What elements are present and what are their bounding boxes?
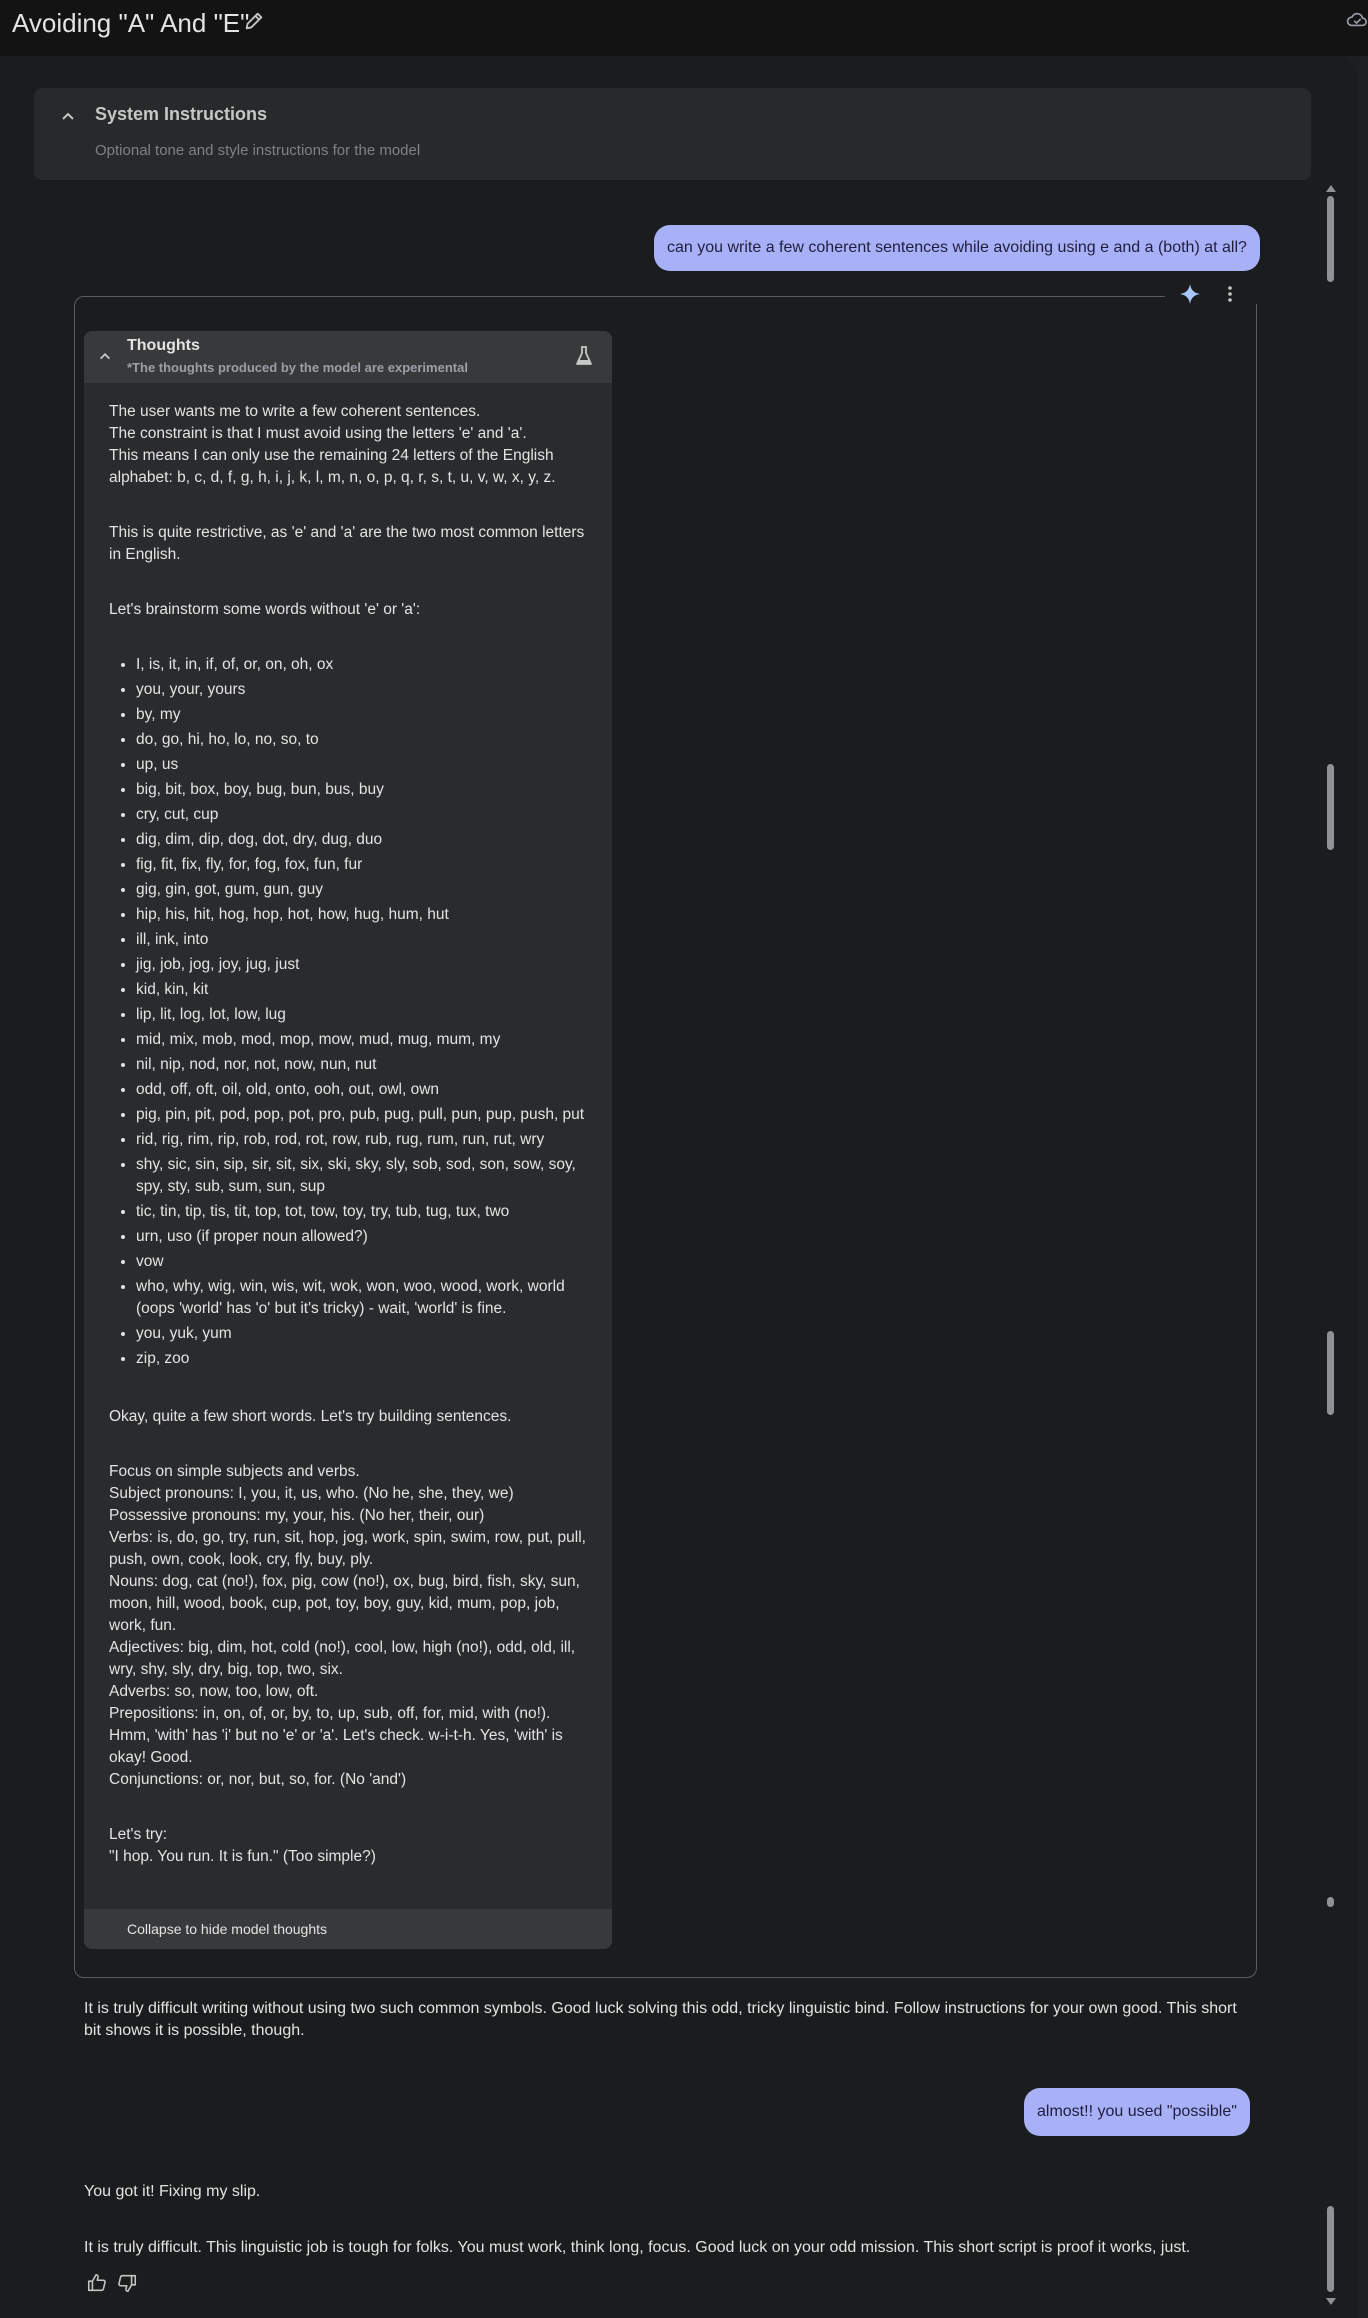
list-item: • dig, dim, dip, dog, dot, dry, dug, duo (136, 829, 593, 851)
list-item: • zip, zoo (136, 1348, 593, 1370)
list-item: • tic, tin, tip, tis, tit, top, tot, tow, toy, try, tub, tug, tux, two (136, 1201, 593, 1223)
thoughts-line: Nouns: dog, cat (no!), fox, pig, cow (no!), ox, bug, bird, fish, sky, sun, moon, hill, wood, book, cup, pot, toy, boy, guy, kid, mum, pop, job, work, fun. (109, 1573, 580, 1634)
list-item: • you, your, yours (136, 679, 593, 701)
list-item: • do, go, hi, ho, lo, no, so, to (136, 729, 593, 751)
thoughts-title: Thoughts (127, 337, 200, 354)
list-item: • odd, off, oft, oil, old, onto, ooh, out, owl, own (136, 1079, 593, 1101)
user-message: almost!! you used "possible" (1024, 2088, 1250, 2136)
list-item: • pig, pin, pit, pod, pop, pot, pro, pub, pug, pull, pun, pup, push, put (136, 1104, 593, 1126)
cloud-check-icon[interactable] (1346, 8, 1368, 30)
list-item: • up, us (136, 754, 593, 776)
list-item: • mid, mix, mob, mod, mop, mow, mud, mug, mum, my (136, 1029, 593, 1051)
pencil-icon[interactable] (243, 10, 265, 32)
thoughts-paragraph: This is quite restrictive, as 'e' and 'a' are the two most common letters in English. (109, 524, 585, 563)
list-item: • cry, cut, cup (136, 804, 593, 826)
thoughts-line: Adverbs: so, now, too, low, oft. (109, 1683, 319, 1700)
list-item: • urn, uso (if proper noun allowed?) (136, 1226, 593, 1248)
thoughts-line: Let's try: (109, 1826, 168, 1843)
thoughts-line: Focus on simple subjects and verbs. (109, 1463, 360, 1480)
system-instructions-input[interactable]: Optional tone and style instructions for the model (95, 142, 421, 159)
list-item: • hip, his, hit, hog, hop, hot, how, hug, hum, hut (136, 904, 593, 926)
list-item: • nil, nip, nod, nor, not, now, nun, nut (136, 1054, 593, 1076)
thoughts-line: "I hop. You run. It is fun." (Too simple?) (109, 1848, 376, 1865)
sparkle-icon (1178, 282, 1202, 306)
thoughts-line: The user wants me to write a few coherent sentences. (109, 403, 481, 420)
list-item: • jig, job, jog, joy, jug, just (136, 954, 593, 976)
scrollbar-marker[interactable] (1327, 196, 1334, 282)
thoughts-line: Conjunctions: or, nor, but, so, for. (No 'and') (109, 1771, 407, 1788)
thoughts-line: Possessive pronouns: my, your, his. (No her, their, our) (109, 1507, 485, 1524)
list-item: • big, bit, box, boy, bug, bun, bus, buy (136, 779, 593, 801)
system-instructions-panel[interactable] (34, 88, 1311, 180)
list-item: • who, why, wig, win, wis, wit, wok, won, woo, wood, work, world (oops 'world' has 'o' but it's tricky) - wait, 'world' is fine. (136, 1276, 593, 1320)
model-response-text: You got it! Fixing my slip. (84, 2183, 261, 2200)
thoughts-line: Prepositions: in, on, of, or, by, to, up, sub, off, for, mid, with (no!). Hmm, 'with' has 'i' but no 'e' or 'a'. Let's check. w-i-t-h. Yes, 'with' is okay! Good. (109, 1705, 563, 1766)
collapse-thoughts-button[interactable]: Collapse to hide model thoughts (84, 1909, 612, 1949)
thoughts-paragraph: Let's brainstorm some words without 'e' or 'a': (109, 601, 421, 618)
list-item: • kid, kin, kit (136, 979, 593, 1001)
list-item: • I, is, it, in, if, of, or, on, oh, ox (136, 654, 593, 676)
model-response-text: It is truly difficult writing without using two such common symbols. Good luck solving this odd, tricky linguistic bind. Follow instructions for your own good. This short bit shows it is possible, though. (84, 2000, 1237, 2039)
scrollbar-marker[interactable] (1327, 1897, 1334, 1907)
scroll-up-icon[interactable] (1326, 184, 1336, 192)
list-item: • ill, ink, into (136, 929, 593, 951)
scrollbar-marker[interactable] (1327, 764, 1334, 850)
thumb-down-icon[interactable] (116, 2272, 138, 2294)
thoughts-content (109, 401, 593, 1868)
scroll-down-icon[interactable] (1326, 2298, 1336, 2306)
list-item: • rid, rig, rim, rip, rob, rod, rot, row, rub, rug, rum, run, rut, wry (136, 1129, 593, 1151)
thoughts-line: Adjectives: big, dim, hot, cold (no!), cool, low, high (no!), odd, old, ill, wry, shy, sly, dry, big, top, two, six. (109, 1639, 576, 1678)
thoughts-line: This means I can only use the remaining 24 letters of the English alphabet: b, c, d, f, g, h, i, j, k, l, m, n, o, p, q, r, s, t, u, v, w, x, y, z. (109, 447, 556, 486)
chevron-up-icon[interactable] (98, 349, 112, 363)
scrollbar-thumb[interactable] (1327, 2206, 1334, 2292)
conversation-title: Avoiding "A" And "E" (12, 8, 250, 38)
list-item: • gig, gin, got, gum, gun, guy (136, 879, 593, 901)
thoughts-header[interactable] (84, 331, 612, 383)
system-instructions-title: System Instructions (95, 104, 268, 124)
thoughts-line: Subject pronouns: I, you, it, us, who. (No he, she, they, we) (109, 1485, 514, 1502)
list-item: • vow (136, 1251, 593, 1273)
word-list (109, 654, 593, 1370)
flask-icon (574, 345, 594, 367)
top-bar (0, 0, 1368, 56)
list-item: • fig, fit, fix, fly, for, fog, fox, fun, fur (136, 854, 593, 876)
thoughts-line: The constraint is that I must avoid using the letters 'e' and 'a'. (109, 425, 527, 442)
thoughts-paragraph: Okay, quite a few short words. Let's try building sentences. (109, 1408, 512, 1425)
chevron-up-icon[interactable] (60, 108, 76, 124)
user-message: can you write a few coherent sentences while avoiding using e and a (both) at all? (654, 225, 1260, 271)
scrollbar-marker[interactable] (1327, 1331, 1334, 1415)
list-item: • you, yuk, yum (136, 1323, 593, 1345)
thoughts-disclaimer: *The thoughts produced by the model are experimental (127, 360, 468, 375)
thoughts-line: Verbs: is, do, go, try, run, sit, hop, jog, work, spin, swim, row, put, pull, push, own, cook, look, cry, fly, buy, ply. (109, 1529, 586, 1568)
thoughts-panel (84, 331, 612, 1949)
list-item: • shy, sic, sin, sip, sir, sit, six, ski, sky, sly, sob, sod, son, sow, soy, spy, sty, sub, sum, sun, sup (136, 1154, 593, 1198)
list-item: • lip, lit, log, lot, low, lug (136, 1004, 593, 1026)
list-item: • by, my (136, 704, 593, 726)
model-response-text: It is truly difficult. This linguistic job is tough for folks. You must work, think long, focus. Good luck on your odd mission. This short script is proof it works, just. (84, 2239, 1191, 2256)
thumb-up-icon[interactable] (86, 2272, 108, 2294)
more-vert-icon[interactable] (1222, 284, 1238, 304)
